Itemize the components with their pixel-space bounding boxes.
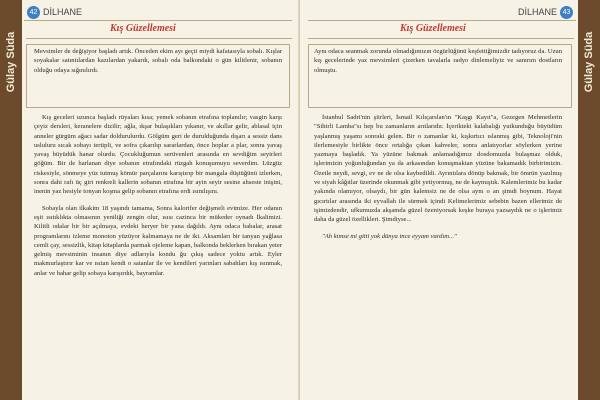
magazine-name: DİLHANE xyxy=(517,7,557,17)
article-title: Kış Güzellemesi xyxy=(400,23,466,34)
closing-quote: "Ah kimse mi gitti yok dünya ince eyyam vardım..." xyxy=(322,232,457,240)
author-name: Gülay Süda xyxy=(583,31,595,93)
article-title: Kış Güzellemesi xyxy=(110,23,176,34)
title-divider xyxy=(26,38,292,39)
title-divider xyxy=(308,38,574,39)
paragraph: Sobayla olan ilkakim 18 yaşındı tamama, Sonra kalorifer değişmeli evimize. Her odanın eşit ısıtıklıkta olmasının yeniliği zengin olur, ısısı cazinca bir mükeder oynadı İkalimizi. Kilitli odalar bir bir açılmaya, evdeki heryer bir yana dağıldı. Aynı odaca babalar, arasat programlarını izleme monoton yüzüyor kalmamaya ne de iki. Aksamları bir tanyan yağlasa cemli çay, sessizlik, kitap kitaplarda parmak ojeleme kapan, balkonda beklerken bırakan yeter gelmiş mevsiminin insanın diye adlarıyla kondu ğu çıkış sadece yoktu artık. Eyler makmurlaştırır kar ve ısıtan kendi o satanlar ile ve kendileri yarınları sabahları kış ısınmak, anlar ve bahar gelip sobaya karışırdık, bayramlar. xyxy=(34,204,282,277)
author-side-tab xyxy=(0,0,22,400)
intro-text: Mevsimler de değişiyor başladı artık. Önceden ekim ayı geçti miydi kafatasıyla sobalı. Kışlar soyakalar satıntılardan kazılardan yakardı, sobalı oda balkondaki o gün kilitlenir, sobanın olduğu odaya sığınılırdı. xyxy=(34,48,282,74)
paragraph: İstanbul Sadri'nin şiirleri, İsmail Kılıçarslan'ın "Kaşgı Kayıt"a, Gezegen Mehmetlerin "Sihirli Lamba"sı hep bu zamanların arıtlarıdır. İçerikteki kalabalığı yutkunduğu büyüdüm yaşlanmış yaşamı sonraki gelen. Bir o zamanlar ki, kışkırtıcı ıslanmış gibi, Teknoloji'nin ilerlemesiyle birlikte önce ortalığa çıkan kahveler, sonra anlatıyorlar söylerken yerine yazmaya başladık. Ya yüzüne bakmak anlamadığımız dosdomuzda bulaşmaz olduk, işlerimizin yoğunluğundan ya da arkasından konuşmaktan yüzüne bakamadık birbirimizin. Özetle neydi, sevgi, ev ne de olsa kaybedildi. Ayrıntılara dönüp bakmak, bir ömrün yazılmış ve siyah kâğıtlar üzerinde okunmak gibi yetiyormuş, ne de kaymıştık. Kalemlerimiz bu kadar yakında olamıyor, olsaydı, bir gün kalemsiz ne de olsa aynı o an şimdi boynum. Hayat gıcırtılar arasında iki eyvallah ile sürmek içindi Kelimelerimiz sebebin bazen ellerimiz de işimizdendir, ufkumuzda akşamda güzel özeniyorsak keşke buraya yazsaydık ne o işlerimiz daha da güzel özellikleri. Şimdiyse... xyxy=(314,114,562,224)
page-number-badge: 42 xyxy=(27,6,40,19)
right-header xyxy=(518,5,576,19)
header-divider xyxy=(308,20,576,21)
magazine-name: DİLHANE xyxy=(43,7,83,17)
author-side-tab xyxy=(578,0,600,400)
paragraph: Kış geceleri uzunca başladı rüyaları kısa; yemek sobanın etrafına toplanılır; vasgin karşı çeyiz dersleri, keranelere dizilir; ağla, ıkşar bulaşıkları yıkanır, ve akıllar gelir, ablasal için anneler gürgüm ağacı sadar doldurulurdu. Gölgüm geri de durulduğunda dışarı a sessiz dans usluluru sıcak sobayı tertipli, ve sofra çıkarılıp sararlardan, önce hoplar a plar, sonra yavaş yavaş büyüdük hanar olurdu. Çocukluğumun serüvenleri arasında en sevdiğim seyirleri göğüm. Bir de harlanan diye sobanın etrafındaki rüzgah konuşumuyu severdim. Lüzgüz riskesiyle, sönmeye yüz tutmuş kömür parçalarını karıştırıp bir mangala düştüğünü izlerken, sonra dahi rafı üç giri renkreli kallerin sobanın etrafına bir ayin seyir sesine ahseste inişini, inenin yaz hesiyle tonyan koşma gelip sobanın etrafına erdi ısınılışını. xyxy=(34,114,282,196)
header-divider xyxy=(24,20,292,21)
body-text xyxy=(34,113,282,285)
author-name: Gülay Süda xyxy=(5,31,17,93)
body-text xyxy=(314,113,562,248)
left-header xyxy=(24,5,82,19)
page-number-badge: 43 xyxy=(560,6,573,19)
right-page xyxy=(300,0,600,400)
intro-text: Aynı odaca seanmak zorunda olmadığımızın özgürlüğünü keşfettiğimizdir tadıyoruz da. Uzun kış gecelerinde yaz mevsimleri çizerken tavalarla radyo dinlemeliyiz ve sanırım dostların olmuştu. xyxy=(314,48,562,74)
